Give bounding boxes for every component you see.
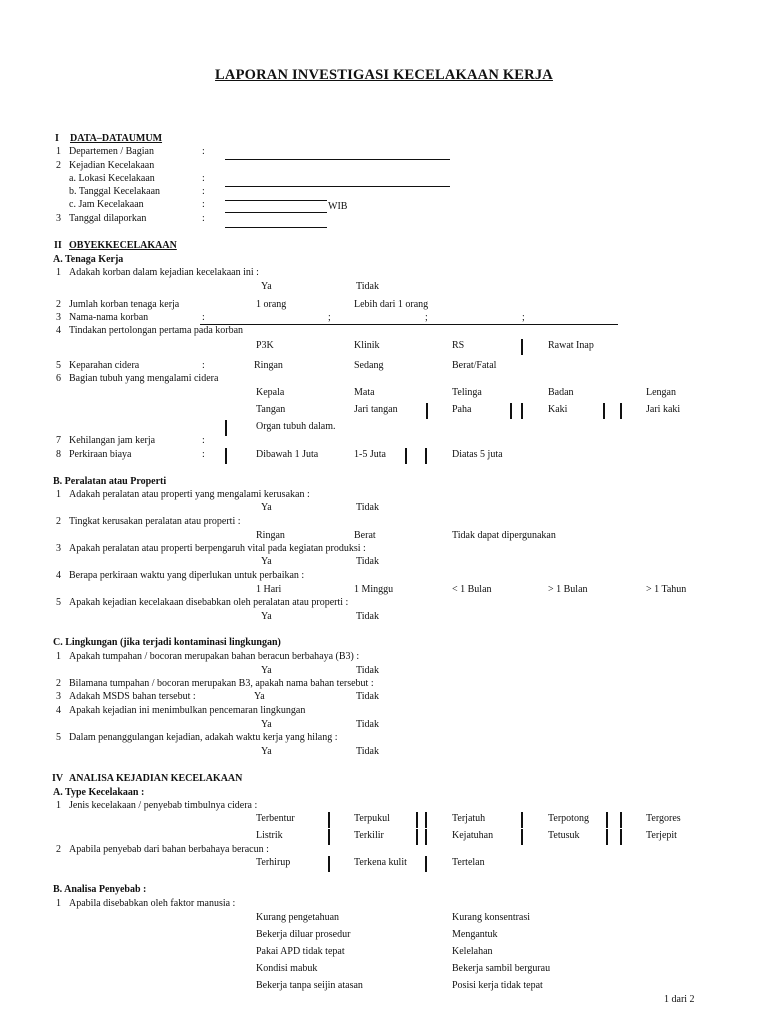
separator: : xyxy=(202,312,205,323)
option-terjatuh[interactable]: Terjatuh xyxy=(452,813,486,824)
cause-item[interactable]: Bekerja diluar prosedur xyxy=(256,929,351,940)
row-number: 3 xyxy=(56,543,61,554)
section-heading: DATA–DATAUMUM xyxy=(70,133,163,144)
field-label: b. Tanggal Kecelakaan xyxy=(69,186,161,197)
checkbox-mark xyxy=(425,812,427,828)
option-terkilir[interactable]: Terkilir xyxy=(354,830,384,841)
question: Apakah tumpahan / bocoran merupakan bahan beracun berbahaya (B3) : xyxy=(69,651,360,662)
row-number: 1 xyxy=(56,800,61,811)
option-tidak[interactable]: Tidak xyxy=(356,556,379,567)
option-lebih-1-bulan[interactable]: > 1 Bulan xyxy=(548,584,588,595)
subsection-heading: B. Analisa Penyebab : xyxy=(53,884,147,895)
row-number: 1 xyxy=(56,489,61,500)
option-organ-tubuh[interactable]: Organ tubuh dalam. xyxy=(256,421,336,432)
checkbox-mark xyxy=(426,403,428,419)
checkbox-mark xyxy=(521,339,523,355)
cause-item[interactable]: Kelelahan xyxy=(452,946,493,957)
row-number: 7 xyxy=(56,435,61,446)
option-listrik[interactable]: Listrik xyxy=(256,830,283,841)
option-1-5-juta[interactable]: 1-5 Juta xyxy=(354,449,386,460)
checkbox-mark xyxy=(328,856,330,872)
page-number: 1 dari 2 xyxy=(664,994,695,1005)
option-tidak[interactable]: Tidak xyxy=(356,746,379,757)
question: Nama-nama korban xyxy=(69,312,149,323)
option-jari-kaki[interactable]: Jari kaki xyxy=(646,404,681,415)
cause-item[interactable]: Bekerja sambil bergurau xyxy=(452,963,551,974)
row-number: 4 xyxy=(56,705,61,716)
field-label: Tanggal dilaporkan xyxy=(69,213,147,224)
field-colon: : xyxy=(202,213,205,224)
option-ya[interactable]: Ya xyxy=(261,665,272,676)
option-tidak[interactable]: Tidak xyxy=(356,611,379,622)
option-rs[interactable]: RS xyxy=(452,340,465,351)
checkbox-mark xyxy=(620,812,622,828)
departemen-field[interactable] xyxy=(225,159,450,160)
section-heading: OBYEKKECELAKAAN xyxy=(69,240,177,251)
section-heading: ANALISA KEJADIAN KECELAKAAN xyxy=(69,773,243,784)
option-tidak-dapat[interactable]: Tidak dapat dipergunakan xyxy=(452,530,556,541)
option-kurang-1-bulan[interactable]: < 1 Bulan xyxy=(452,584,492,595)
option-diatas-5-juta[interactable]: Diatas 5 juta xyxy=(452,449,503,460)
row-number: 1 xyxy=(56,146,61,157)
option-terhirup[interactable]: Terhirup xyxy=(256,857,291,868)
subsection-heading: B. Peralatan atau Properti xyxy=(53,476,167,487)
checkbox-mark xyxy=(606,829,608,845)
row-number: 2 xyxy=(56,678,61,689)
row-number: 5 xyxy=(56,360,61,371)
row-number: 2 xyxy=(56,160,61,171)
option-ya[interactable]: Ya xyxy=(254,691,265,702)
checkbox-mark xyxy=(603,403,605,419)
question: Berapa perkiraan waktu yang diperlukan untuk perbaikan : xyxy=(69,570,305,581)
checkbox-mark xyxy=(328,829,330,845)
checkbox-mark xyxy=(328,812,330,828)
option-ringan[interactable]: Ringan xyxy=(256,530,285,541)
option-ya[interactable]: Ya xyxy=(261,746,272,757)
nama-korban-field[interactable] xyxy=(200,324,618,325)
option-tertelan[interactable]: Tertelan xyxy=(452,857,485,868)
option-mata[interactable]: Mata xyxy=(354,387,375,398)
question: Apakah kejadian kecelakaan disebabkan oleh peralatan atau properti : xyxy=(69,597,349,608)
option-ya[interactable]: Ya xyxy=(261,611,272,622)
question: Perkiraan biaya xyxy=(69,449,132,460)
row-number: 1 xyxy=(56,267,61,278)
field-colon: : xyxy=(202,173,205,184)
option-terkena-kulit[interactable]: Terkena kulit xyxy=(354,857,407,868)
option-tidak[interactable]: Tidak xyxy=(356,719,379,730)
option-kejatuhan[interactable]: Kejatuhan xyxy=(452,830,494,841)
row-number: 2 xyxy=(56,844,61,855)
option-ringan[interactable]: Ringan xyxy=(254,360,283,371)
field-label: c. Jam Kecelakaan xyxy=(69,199,144,210)
option-dibawah-1-juta[interactable]: Dibawah 1 Juta xyxy=(256,449,319,460)
separator: ; xyxy=(425,312,428,323)
option-1-hari[interactable]: 1 Hari xyxy=(256,584,282,595)
option-tangan[interactable]: Tangan xyxy=(256,404,286,415)
row-number: 5 xyxy=(56,597,61,608)
option-ya[interactable]: Ya xyxy=(261,281,272,292)
subsection-heading: A. Tenaga Kerja xyxy=(53,254,124,265)
cause-item[interactable]: Bekerja tanpa seijin atasan xyxy=(256,980,363,991)
question: Adakah korban dalam kejadian kecelakaan ini : xyxy=(69,267,259,278)
checkbox-mark xyxy=(416,829,418,845)
question: Apabila disebabkan oleh faktor manusia : xyxy=(69,898,236,909)
row-number: 5 xyxy=(56,732,61,743)
row-number: 3 xyxy=(56,312,61,323)
question: Jumlah korban tenaga kerja xyxy=(69,299,180,310)
option-tergores[interactable]: Tergores xyxy=(646,813,681,824)
option-rawat-inap[interactable]: Rawat Inap xyxy=(548,340,594,351)
option-terjepit[interactable]: Terjepit xyxy=(646,830,677,841)
field-colon: : xyxy=(202,186,205,197)
field-colon: : xyxy=(202,449,205,460)
option-tetusuk[interactable]: Tetusuk xyxy=(548,830,580,841)
question: Adakah MSDS bahan tersebut : xyxy=(69,691,196,702)
row-number: 3 xyxy=(56,213,61,224)
separator: ; xyxy=(522,312,525,323)
option-1-orang[interactable]: 1 orang xyxy=(256,299,287,310)
row-number: 2 xyxy=(56,299,61,310)
row-number: 2 xyxy=(56,516,61,527)
option-kaki[interactable]: Kaki xyxy=(548,404,568,415)
field-colon: : xyxy=(202,360,205,371)
option-tidak[interactable]: Tidak xyxy=(356,502,379,513)
form-title: LAPORAN INVESTIGASI KECELAKAAN KERJA xyxy=(215,67,553,83)
question: Apakah kejadian ini menimbulkan pencemaran lingkungan xyxy=(69,705,306,716)
checkbox-mark xyxy=(510,403,512,419)
field-label: a. Lokasi Kecelakaan xyxy=(69,173,155,184)
option-paha[interactable]: Paha xyxy=(452,404,472,415)
checkbox-mark xyxy=(606,812,608,828)
option-ya[interactable]: Ya xyxy=(261,502,272,513)
section-number: IV xyxy=(52,773,64,784)
checkbox-mark xyxy=(425,448,427,464)
jam-kecelakaan-field[interactable] xyxy=(225,212,327,213)
cause-item[interactable]: Mengantuk xyxy=(452,929,498,940)
lokasi-field[interactable] xyxy=(225,186,450,187)
field-label: Kejadian Kecelakaan xyxy=(69,160,155,171)
row-number: 4 xyxy=(56,570,61,581)
field-label: Departemen / Bagian xyxy=(69,146,154,157)
question: Dalam penanggulangan kejadian, adakah waktu kerja yang hilang : xyxy=(69,732,338,743)
checkbox-mark xyxy=(521,829,523,845)
row-number: 1 xyxy=(56,651,61,662)
option-ya[interactable]: Ya xyxy=(261,556,272,567)
question: Bilamana tumpahan / bocoran merupakan B3, apakah nama bahan tersebut : xyxy=(69,678,374,689)
option-badan[interactable]: Badan xyxy=(548,387,574,398)
tanggal-kecelakaan-field[interactable] xyxy=(225,200,327,201)
checkbox-mark xyxy=(620,829,622,845)
row-number: 4 xyxy=(56,325,61,336)
checkbox-mark xyxy=(425,856,427,872)
subsection-heading: A. Type Kecelakaan : xyxy=(53,787,145,798)
checkbox-mark xyxy=(225,448,227,464)
cause-item[interactable]: Kurang konsentrasi xyxy=(452,912,531,923)
field-colon: : xyxy=(202,435,205,446)
checkbox-mark xyxy=(620,403,622,419)
subsection-heading: C. Lingkungan (jika terjadi kontaminasi lingkungan) xyxy=(53,637,281,648)
section-number: I xyxy=(55,133,59,144)
option-kepala[interactable]: Kepala xyxy=(256,387,285,398)
option-berat-fatal[interactable]: Berat/Fatal xyxy=(452,360,497,371)
option-1-minggu[interactable]: 1 Minggu xyxy=(354,584,394,595)
question: Adakah peralatan atau properti yang mengalami kerusakan : xyxy=(69,489,310,500)
option-terpotong[interactable]: Terpotong xyxy=(548,813,589,824)
checkbox-mark xyxy=(416,812,418,828)
checkbox-mark xyxy=(225,420,227,436)
option-jari-tangan[interactable]: Jari tangan xyxy=(354,404,398,415)
row-number: 3 xyxy=(56,691,61,702)
question: Bagian tubuh yang mengalami cidera xyxy=(69,373,219,384)
option-sedang[interactable]: Sedang xyxy=(354,360,384,371)
option-berat[interactable]: Berat xyxy=(354,530,376,541)
option-ya[interactable]: Ya xyxy=(261,719,272,730)
separator: ; xyxy=(328,312,331,323)
checkbox-mark xyxy=(405,448,407,464)
question: Jenis kecelakaan / penyebab timbulnya cidera : xyxy=(69,800,258,811)
question: Kehilangan jam kerja xyxy=(69,435,156,446)
cause-item[interactable]: Kurang pengetahuan xyxy=(256,912,340,923)
option-klinik[interactable]: Klinik xyxy=(354,340,380,351)
tanggal-dilaporkan-field[interactable] xyxy=(225,227,327,228)
option-terbentur[interactable]: Terbentur xyxy=(256,813,295,824)
field-colon: : xyxy=(202,146,205,157)
cause-item[interactable]: Pakai APD tidak tepat xyxy=(256,946,345,957)
question: Tingkat kerusakan peralatan atau properti : xyxy=(69,516,241,527)
option-tidak[interactable]: Tidak xyxy=(356,691,379,702)
checkbox-mark xyxy=(425,829,427,845)
question: Keparahan cidera xyxy=(69,360,140,371)
time-unit: WIB xyxy=(328,201,348,212)
question: Apakah peralatan atau properti berpengaruh vital pada kegiatan produksi : xyxy=(69,543,366,554)
option-p3k[interactable]: P3K xyxy=(256,340,274,351)
cause-item[interactable]: Posisi kerja tidak tepat xyxy=(452,980,543,991)
field-colon: : xyxy=(202,199,205,210)
question: Tindakan pertolongan pertama pada korban xyxy=(69,325,244,336)
checkbox-mark xyxy=(521,403,523,419)
checkbox-mark xyxy=(521,812,523,828)
section-number: II xyxy=(54,240,62,251)
option-telinga[interactable]: Telinga xyxy=(452,387,482,398)
row-number: 6 xyxy=(56,373,61,384)
cause-item[interactable]: Kondisi mabuk xyxy=(256,963,318,974)
row-number: 8 xyxy=(56,449,61,460)
option-lebih-dari-1[interactable]: Lebih dari 1 orang xyxy=(354,299,429,310)
row-number: 1 xyxy=(56,898,61,909)
option-lengan[interactable]: Lengan xyxy=(646,387,676,398)
option-terpukul[interactable]: Terpukul xyxy=(354,813,390,824)
option-lebih-1-tahun[interactable]: > 1 Tahun xyxy=(646,584,687,595)
question: Apabila penyebab dari bahan berbahaya beracun : xyxy=(69,844,269,855)
option-tidak[interactable]: Tidak xyxy=(356,665,379,676)
option-tidak[interactable]: Tidak xyxy=(356,281,379,292)
